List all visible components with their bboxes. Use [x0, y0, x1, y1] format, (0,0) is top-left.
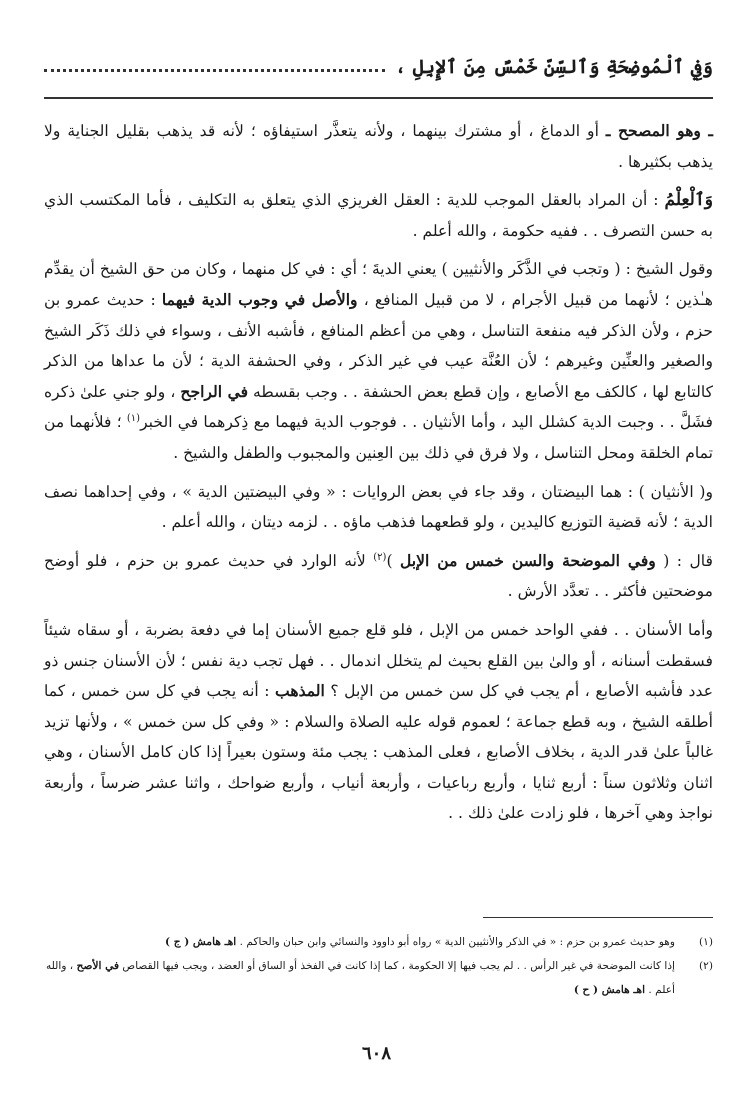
text-run: ؛ فلأنهما من تمام الخلقة ومحل التناسل ، ولا فرق في ذلك بين العِنين والمجبوب والطفل والشيخ .: [44, 413, 713, 462]
emphasis-text: وفي الموضحة والسن خمس من الإبل: [399, 550, 656, 570]
page-number: ٦٠٨: [361, 1043, 391, 1064]
text-run: قال : (: [655, 551, 713, 570]
emphasis-text: اهـ هامش ( ج ): [165, 936, 237, 948]
text-run: و( الأنثيان ) : هما البيضتان ، وقد جاء في بعض الروايات : « وفي البيضتين الدية » ، وفي إحداهما نصف الدية ؛ لأنه قضية التوزيع كاليدين ، ولو قطعهما فذهب ماؤه . . لزمه ديتان ، والله أعلم .: [44, 482, 713, 532]
text-run: ، ولو جني علىٰ ذكره فشَلَّ . . وجبت الدية كشلل اليد ، وأما الأنثيان . . فوجوب الدية فيهما مع ذِكرهما في الخبر: [44, 382, 713, 432]
footnote-separator: [483, 917, 713, 918]
emphasis-text: ـ وهو المصحح ـ: [605, 121, 713, 140]
text-run: وأما الأسنان . . ففي الواحد خمس من الإبل ، فلو قلع جميع الأسنان إما في دفعة بضربة ، أو سقاه شيئاً فسقطت أسنانه ، أو والىٰ بين القلع بحيث لم يتخلل اندمال . . فهل تجب دية نفس ؛ لأن الأسنان جنس ذو عدد فأشبه الأصابع ، أم يجب في كل سن خمس من الإبل ؟: [44, 620, 714, 701]
footnote-text: [44, 954, 675, 1002]
footnote-text: [44, 930, 675, 954]
emphasis-text: في الأصح: [76, 960, 120, 972]
header-title: وَفِي ٱلْمُوضِحَةِ وَٱلسِّنِّ خَمْسٌ مِنَ ٱلإِبِلِ ،: [394, 56, 713, 78]
footnote-ref: (١): [126, 413, 141, 425]
emphasis-text: اهـ هامش ( ح ): [573, 984, 646, 996]
header-dotted-leader: [44, 69, 385, 72]
header-rule: [44, 97, 713, 99]
body-text: [44, 116, 713, 837]
text-run: : أنه يجب في كل سن خمس ، كما أطلقه الشيخ ، وبه قطع جماعة ؛ لعموم قوله عليه الصلاة والسلام : « وفي كل سن خمس » ، ولأنها تزيد غالباً علىٰ قدر الدية ، بخلاف الأصابع ، فعلى المذهب : يجب مئة وستون بعيراً إذا كان كامل الأسنان ، وهي اثنان وثلاثون سناً : أربع ثنايا ، وأربع رباعيات ، وأربعة أنياب ، وأربع ضواحك ، واثنا عشر ضرساً ، وأربعة نواجذ وهي آخرها ، فلو زادت علىٰ ذلك . .: [44, 682, 713, 823]
footnote-ref: (٢): [373, 551, 387, 563]
paragraph: [44, 615, 713, 829]
emphasis-text: وَٱلْعِلْمُ: [664, 190, 713, 211]
text-run: : أن المراد بالعقل الموجب للدية : العقل الغريزي الذي يتعلق به التكليف ، فأما المكتسب الذي به حسن التصرف . . ففيه حكومة ، والله أعلم .: [44, 191, 713, 240]
running-header: [44, 48, 713, 86]
footnotes: [44, 930, 713, 1002]
paragraph: [44, 116, 713, 177]
paragraph: [44, 254, 713, 468]
text-run: وقول الشيخ : ( وتجب في الذَّكَر والأنثيين ) يعني الديةَ ؛ أي : في كل منهما ، وكان من حق الشيخ أن يقدِّم هـٰذين ؛ لأنهما من قبيل الأجرام ، لا من قبيل المنافع ،: [44, 260, 713, 309]
footnote: [44, 930, 713, 954]
emphasis-text: في الراجح: [180, 381, 249, 401]
text-run: لأنه الوارد في حديث عمرو بن حزم ، فلو أوضح موضحتين فأكثر . . تعدَّد الأرش .: [44, 551, 713, 601]
text-run: وهو حديث عمرو بن حزم : « في الذكر والأنثيين الدية » رواه أبو داوود والنسائي وابن حبان والحاكم .: [236, 936, 675, 948]
text-run: : حديث عمرو بن حزم ، ولأن الذكر فيه منفعة التناسل ، وهي من أعظم المنافع ، فأشبه الأنف ، وسواء في ذلك ذَكَر الشيخ والصغير والعنِّين وغيرهم ؛ لأن العُنَّة عيب في غير الذكر ، وفي الحشفة الدية ؛ لأن ما عداها من الذكر كالتابع لها ، كالكف مع الأصابع ، وإن قطع بعض الحشفة . . وجب بقسطه: [44, 290, 713, 401]
footnote-number: (١): [699, 936, 713, 948]
footnote: [44, 954, 713, 1002]
emphasis-text: المذهب: [275, 681, 325, 701]
footnote-number: (٢): [699, 960, 713, 972]
paragraph: [44, 185, 713, 246]
emphasis-text: والأصل في وجوب الدية فيهما: [161, 289, 358, 309]
paragraph: [44, 477, 713, 538]
text-run: أو الدماغ ، أو مشترك بينهما ، ولأنه يتعذَّر استيفاؤه ؛ لأنه قد يذهب بقليل الجناية ولا يذهب بكثيرها .: [44, 122, 713, 171]
text-run: ، والله أعلم .: [45, 960, 675, 996]
text-run: ): [386, 551, 400, 570]
text-run: إذا كانت الموضحة في غير الرأس . . لم يجب فيها إلا الحكومة ، كما إذا كانت في الفخذ أو الساق أو العضد ، ويجب فيها القصاص: [119, 960, 675, 972]
paragraph: [44, 546, 713, 607]
